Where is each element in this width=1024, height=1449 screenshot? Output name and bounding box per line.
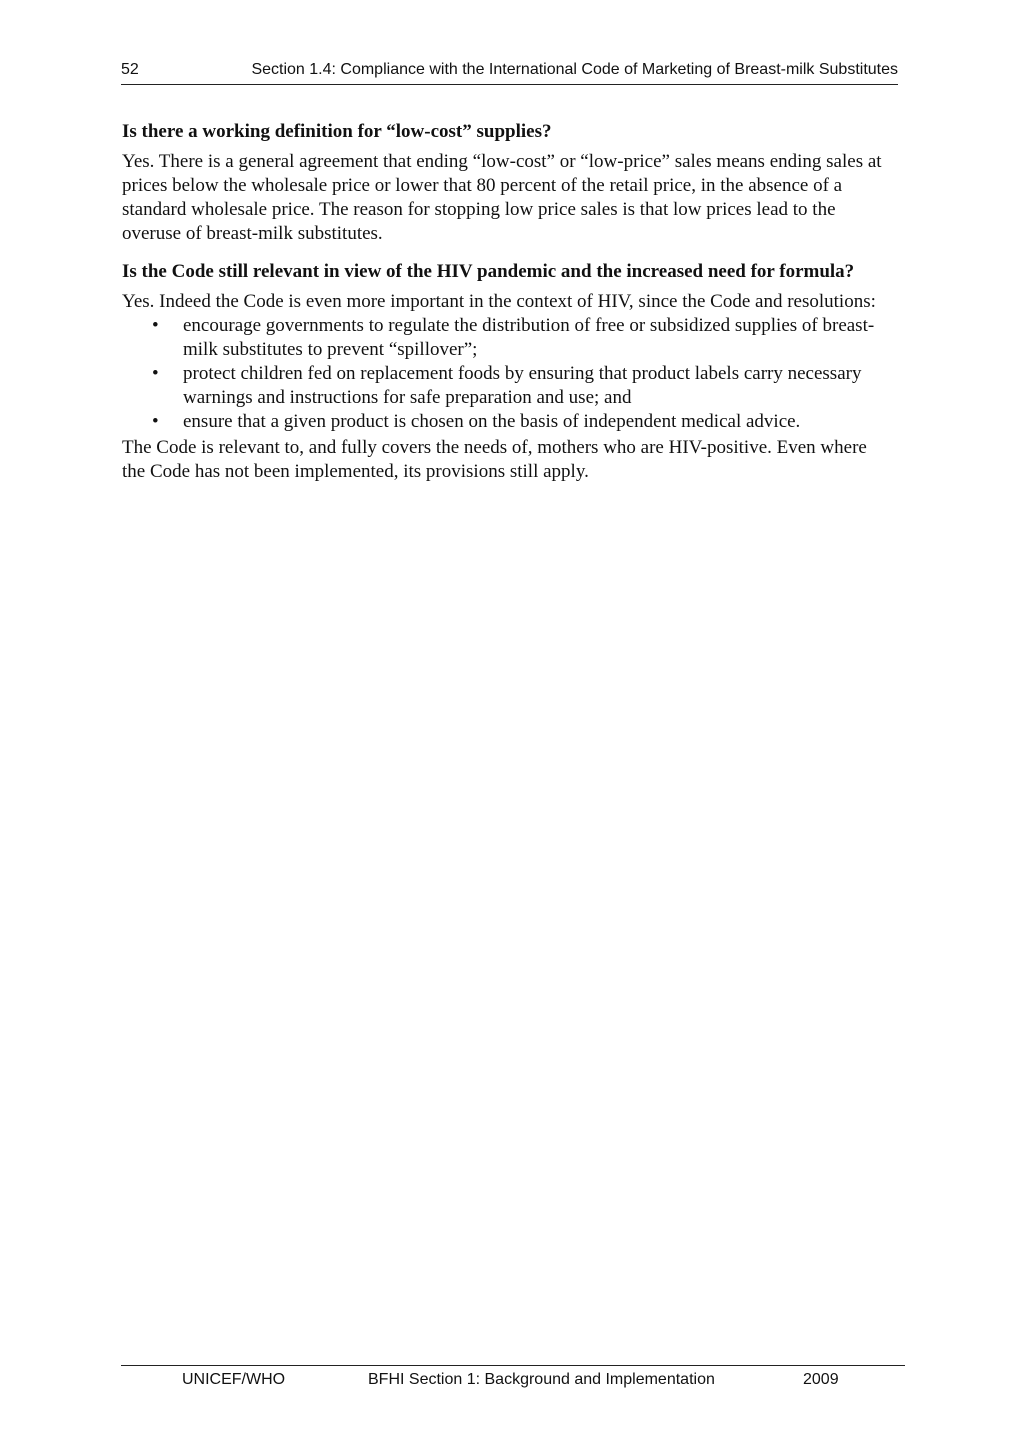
footer-organization: UNICEF/WHO <box>182 1371 286 1388</box>
list-item-text: encourage governments to regulate the distribution of free or subsidized supplies of breast-milk substitutes to prevent “spillover”; <box>183 315 875 360</box>
answer-paragraph: Yes. Indeed the Code is even more important in the context of HIV, since the Code and resolutions: <box>122 291 876 312</box>
bullet-list <box>122 314 892 434</box>
closing-paragraph: The Code is relevant to, and fully covers the needs of, mothers who are HIV-positive. Even where the Code has not been implemented, its provisions still apply. <box>122 437 867 482</box>
list-item <box>122 410 892 434</box>
bullet-icon: • <box>152 315 159 336</box>
footer-year: 2009 <box>803 1371 839 1388</box>
list-item <box>122 314 892 362</box>
answer-paragraph: Yes. There is a general agreement that ending “low-cost” or “low-price” sales means ending sales at prices below the wholesale price or lower that 80 percent of the retail price, in the absence of a standard wholesale price. The reason for stopping low price sales is that low prices lead to the overuse of breast-milk substitutes. <box>122 151 882 244</box>
bullet-icon: • <box>152 411 159 432</box>
page-number: 52 <box>121 61 139 78</box>
list-item-text: protect children fed on replacement foods by ensuring that product labels carry necessary warnings and instructions for safe preparation and use; and <box>183 363 862 408</box>
running-header-title: Section 1.4: Compliance with the International Code of Marketing of Breast-milk Substitutes <box>251 61 898 78</box>
question-heading: Is the Code still relevant in view of the HIV pandemic and the increased need for formula? <box>122 261 855 282</box>
page-body <box>122 120 892 484</box>
page-footer <box>121 1365 905 1396</box>
bullet-icon: • <box>152 363 159 384</box>
question-heading: Is there a working definition for “low-cost” supplies? <box>122 121 552 142</box>
list-item-text: ensure that a given product is chosen on the basis of independent medical advice. <box>183 411 801 432</box>
footer-document-title: BFHI Section 1: Background and Implementation <box>368 1371 715 1388</box>
list-item <box>122 362 892 410</box>
page-header <box>121 60 898 85</box>
